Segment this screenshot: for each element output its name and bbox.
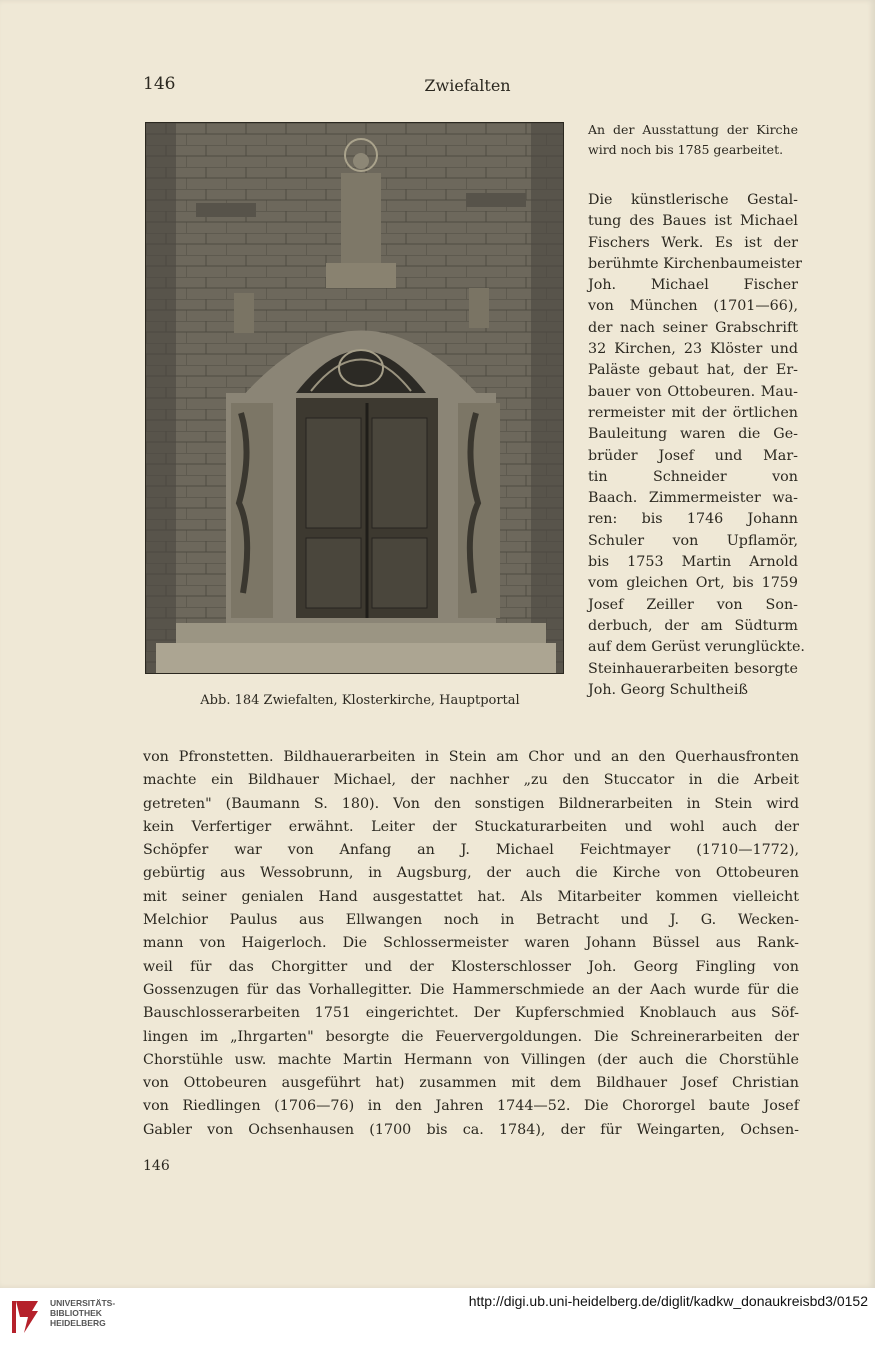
text-line: tung des Baues ist Michael — [588, 213, 798, 230]
text-line: Joh. Michael Fischer — [588, 277, 798, 294]
text-line: Gossenzugen für das Vorhallegitter. Die Hammerschmiede an der Aach wurde für die — [143, 981, 799, 998]
text-line: getreten" (Baumann S. 180). Von den sonstigen Bildnerarbeiten in Stein wird — [143, 795, 799, 812]
text-line: Steinhauerarbeiten besorgte — [588, 660, 798, 677]
text-line: bis 1753 Martin Arnold — [588, 554, 798, 571]
institution-name — [50, 1298, 115, 1328]
text-line: tin Schneider von — [588, 468, 798, 485]
institution-line: BIBLIOTHEK — [50, 1308, 102, 1318]
page-number-header: 146 — [143, 74, 176, 94]
text-line: von Riedlingen (1706—76) in den Jahren 1744—52. Die Chororgel baute Josef — [143, 1098, 799, 1115]
text-line: auf dem Gerüst verunglückte. — [588, 639, 805, 656]
text-line: Bauschlosserarbeiten 1751 eingerichtet. Der Kupferschmied Knoblauch aus Söf- — [143, 1005, 799, 1022]
text-line: bauer von Ottobeuren. Mau- — [588, 383, 798, 400]
text-line: 32 Kirchen, 23 Klöster und — [588, 341, 798, 358]
text-line: Joh. Georg Schultheiß — [588, 681, 748, 698]
text-line: Paläste gebaut hat, der Er- — [588, 362, 798, 379]
side-note: An der Ausstattung der Kirche wird noch bis 1785 gearbeitet. — [588, 122, 798, 157]
permalink-url[interactable]: http://digi.ub.uni-heidelberg.de/diglit/kadkw_donaukreisbd3/0152 — [468, 1293, 868, 1309]
text-line: kein Verfertiger erwähnt. Leiter der Stuckaturarbeiten und wohl auch der — [143, 818, 799, 835]
text-line: von Pfronstetten. Bildhauerarbeiten in Stein am Chor und an den Querhausfronten — [143, 749, 799, 765]
text-line: machte ein Bildhauer Michael, der nachher „zu den Stuccator in die Arbeit — [143, 772, 799, 789]
text-line: Chorstühle usw. machte Martin Hermann von Villingen (der auch die Chorstühle — [143, 1051, 799, 1068]
main-body-text — [143, 746, 799, 1142]
text-line: Die künstlerische Gestal- — [588, 192, 798, 208]
institution-line: HEIDELBERG — [50, 1318, 106, 1328]
text-line: Melchior Paulus aus Ellwangen noch in Betracht und J. G. Wecken- — [143, 912, 799, 929]
text-line: Schöpfer war von Anfang an J. Michael Feichtmayer (1710—1772), — [143, 842, 799, 859]
text-line: ren: bis 1746 Johann — [588, 511, 798, 528]
text-line: Fischers Werk. Es ist der — [588, 234, 798, 251]
text-line: derbuch, der am Südturm — [588, 617, 798, 634]
text-line: mit seiner genialen Hand ausgestattet hat. Als Mitarbeiter kommen vielleicht — [143, 888, 799, 905]
text-line: rermeister mit der örtlichen — [588, 404, 798, 421]
text-line: Josef Zeiller von Son- — [588, 596, 798, 613]
library-logo-icon — [10, 1297, 44, 1337]
institution-line: UNIVERSITÄTS- — [50, 1298, 116, 1308]
text-line: der nach seiner Grabschrift — [588, 319, 798, 336]
text-line: weil für das Chorgitter und der Klosterschlosser Joh. Georg Fingling von — [143, 958, 799, 975]
side-column-text — [588, 190, 805, 701]
text-line: Schuler von Upflamör, — [588, 532, 798, 549]
text-line: Baach. Zimmermeister wa- — [588, 490, 798, 507]
text-line: Gabler von Ochsenhausen (1700 bis ca. 1784), der für Weingarten, Ochsen- — [143, 1121, 799, 1138]
text-line: berühmte Kirchenbaumeister — [588, 255, 802, 272]
figure-caption: Abb. 184 Zwiefalten, Klosterkirche, Hauptportal — [200, 693, 520, 708]
portal-photograph — [145, 122, 564, 674]
text-line: lingen im „Ihrgarten" besorgte die Feuervergoldungen. Die Schreinerarbeiten der — [143, 1028, 799, 1045]
running-title: Zwiefalten — [424, 76, 511, 95]
page-number-footer: 146 — [143, 1158, 170, 1174]
text-line: brüder Josef und Mar- — [588, 447, 798, 464]
text-line: vom gleichen Ort, bis 1759 — [588, 575, 798, 592]
text-line: von Ottobeuren ausgeführt hat) zusammen mit dem Bildhauer Josef Christian — [143, 1075, 799, 1092]
text-line: gebürtig aus Wessobrunn, in Augsburg, der auch die Kirche von Ottobeuren — [143, 865, 799, 882]
text-line: Bauleitung waren die Ge- — [588, 426, 798, 443]
text-line: von München (1701—66), — [588, 298, 798, 315]
text-line: mann von Haigerloch. Die Schlossermeister waren Johann Büssel aus Rank- — [143, 935, 799, 952]
